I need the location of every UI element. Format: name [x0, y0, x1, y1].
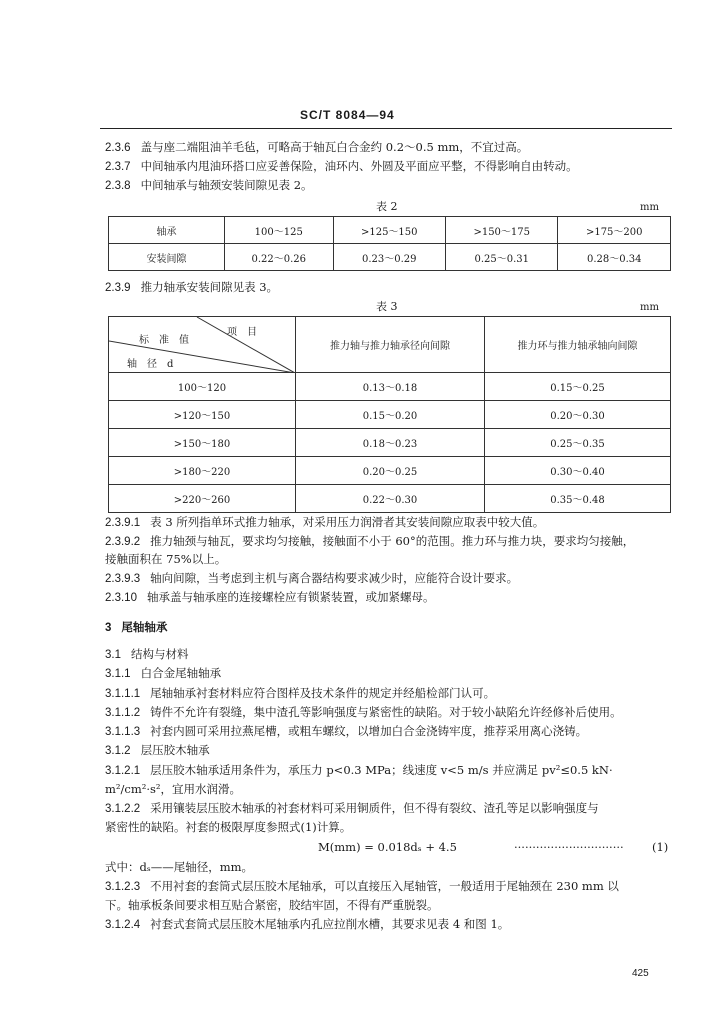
clause-line	[105, 647, 675, 663]
clause-number: 3.1.2.4	[105, 919, 141, 931]
table-cell: 0.13～0.18	[296, 373, 485, 401]
standard-code-header: SC/T 8084—94	[300, 108, 395, 122]
clause-text: 衬套内圆可采用拉燕尾槽，或粗车螺纹，以增加白合金浇铸牢度，推荐采用离心浇铸。	[150, 724, 588, 738]
clause-number: 2.3.9.2	[105, 536, 141, 548]
formula-text: M(mm) = 0.018dₛ + 4.5	[318, 840, 457, 854]
table-row	[109, 485, 671, 513]
clause-text: 下。轴承板条间要求相互贴合紧密，胶结牢固，不得有严重脱裂。	[105, 898, 439, 912]
clause-line	[105, 898, 675, 913]
clause-line	[105, 743, 675, 759]
clause-line	[105, 515, 675, 531]
clause-line	[105, 879, 675, 895]
clause-text: 白合金尾轴轴承	[140, 666, 222, 680]
diag-label-diameter: 轴 径 d	[127, 359, 174, 370]
table-cell: 0.15～0.25	[485, 373, 671, 401]
section-heading	[105, 620, 675, 636]
table-2	[108, 216, 671, 271]
clause-number: 2.3.10	[105, 592, 137, 604]
clause-text: m²/cm²·s²，宜用水润滑。	[105, 782, 242, 796]
table-3-caption: 表 3	[376, 300, 398, 313]
clause-text: 轴向间隙，当考虑到主机与离合器结构要求减少时，应能符合设计要求。	[150, 571, 519, 585]
clause-text: 层压胶木轴承适用条件为，承压力 p<0.3 MPa；线速度 v<5 m/s 并应满足 pv²≤0.5 kN·	[150, 763, 613, 777]
table-2-caption: 表 2	[376, 200, 398, 213]
clause-line	[105, 552, 675, 567]
clause-text: 接触面积在 75%以上。	[105, 552, 227, 566]
clause-text: 轴承盖与轴承座的连接螺栓应有锁紧装置，或加紧螺母。	[146, 590, 435, 604]
clause-text: 不用衬套的套筒式层压胶木尾轴承，可以直接压入尾轴管，一般适用于尾轴颈在 230 mm 以	[150, 879, 619, 893]
clause-text: 层压胶木轴承	[140, 743, 210, 757]
clause-text: 推力轴承安装间隙见表 3。	[140, 280, 279, 294]
clause-line	[105, 686, 675, 702]
clause-text: 推力轴颈与轴瓦，要求均匀接触，接触面不小于 60°的范围。推力环与推力块，要求均匀接触，	[150, 534, 635, 548]
column-header: 推力轴与推力轴承径向间隙	[296, 317, 485, 373]
table-cell: 100～125	[225, 217, 334, 244]
clause-line	[105, 724, 675, 740]
table-cell: 0.22～0.30	[296, 485, 485, 513]
clause-text: 尾轴轴承衬套材料应符合图样及技术条件的规定并经船检部门认可。	[150, 686, 496, 700]
section-title: 尾轴轴承	[121, 620, 168, 634]
diag-label-standard: 标 准 值	[139, 335, 189, 346]
clause-number: 3.1.2.1	[105, 765, 141, 777]
clause-line	[105, 666, 675, 682]
clause-text: 紧密性的缺陷。衬套的极限厚度参照式(1)计算。	[105, 820, 352, 834]
formula-number: (1)	[652, 840, 669, 854]
column-header: 推力环与推力轴承轴向间隙	[485, 317, 671, 373]
clause-text: 采用镶装层压胶木轴承的衬套材料可采用铜质件，但不得有裂纹、渣孔等足以影响强度与	[150, 801, 599, 815]
diag-label-item: 项 目	[227, 327, 257, 338]
clause-number: 3.1.2.2	[105, 803, 141, 815]
table-cell: 0.35～0.48	[485, 485, 671, 513]
clause-line	[105, 159, 675, 175]
header-rule	[100, 128, 672, 129]
table-3	[108, 316, 671, 513]
table-row	[109, 457, 671, 485]
table-3-unit: mm	[640, 302, 659, 313]
clause-number: 2.3.9.3	[105, 573, 141, 585]
table-row	[109, 244, 671, 271]
clause-line	[105, 534, 675, 550]
clause-number: 3.1.1.2	[105, 707, 141, 719]
table-cell: >150～175	[446, 217, 558, 244]
formula-line	[318, 840, 678, 855]
clause-line	[105, 801, 675, 817]
clause-text: 表 3 所列指单环式推力轴承，对采用压力润滑者其安装间隙应取表中较大值。	[150, 515, 545, 529]
clause-line	[105, 763, 675, 779]
clause-line	[105, 705, 675, 721]
clause-number: 2.3.7	[105, 161, 131, 173]
table-cell: 0.28～0.34	[558, 244, 671, 271]
table-cell: 0.25～0.35	[485, 429, 671, 457]
clause-line	[105, 782, 675, 797]
clause-number: 3.1.1.1	[105, 688, 141, 700]
page-number: 425	[632, 968, 649, 979]
clause-text: 结构与材料	[131, 647, 189, 661]
table-row	[109, 429, 671, 457]
section-number: 3	[105, 622, 112, 634]
table-cell: >120～150	[109, 401, 296, 429]
table-row	[109, 217, 671, 244]
table-cell: 0.30～0.40	[485, 457, 671, 485]
clause-text: 式中：dₛ——尾轴径，mm。	[105, 860, 254, 874]
table-cell: 轴承	[109, 217, 225, 244]
clause-line	[105, 820, 675, 835]
clause-line	[105, 571, 675, 587]
table-cell: 0.20～0.25	[296, 457, 485, 485]
table-cell: 0.23～0.29	[333, 244, 445, 271]
table-cell: 0.20～0.30	[485, 401, 671, 429]
diagonal-header-cell	[109, 317, 296, 373]
clause-number: 3.1.1	[105, 668, 131, 680]
clause-number: 3.1.2.3	[105, 881, 141, 893]
table-row	[109, 401, 671, 429]
table-2-unit: mm	[640, 202, 659, 213]
table-cell: 100～120	[109, 373, 296, 401]
clause-text: 铸件不允许有裂缝，集中渣孔等影响强度与紧密性的缺陷。对于较小缺陷允许经修补后使用。	[150, 705, 622, 719]
table-cell: 0.22～0.26	[225, 244, 334, 271]
table-header-row	[109, 317, 671, 373]
clause-number: 2.3.8	[105, 180, 131, 192]
clause-line	[105, 590, 675, 606]
clause-text: 盖与座二端阻油羊毛毡，可略高于轴瓦白合金约 0.2～0.5 mm，不宜过高。	[140, 140, 529, 154]
formula-dots: ······························	[514, 840, 624, 854]
table-cell: 安装间隙	[109, 244, 225, 271]
clause-line	[105, 140, 675, 156]
table-cell: >125～150	[333, 217, 445, 244]
clause-line	[105, 860, 675, 875]
clause-line	[105, 917, 675, 933]
clause-line	[105, 178, 675, 194]
clause-number: 2.3.6	[105, 142, 131, 154]
clause-number: 3.1	[105, 649, 121, 661]
clause-number: 2.3.9	[105, 282, 131, 294]
table-row	[109, 373, 671, 401]
table-cell: 0.15～0.20	[296, 401, 485, 429]
clause-text: 中间轴承内甩油环搭口应妥善保险，油环内、外圆及平面应平整，不得影响自由转动。	[140, 159, 578, 173]
clause-text: 衬套式套筒式层压胶木尾轴承内孔应拉削水槽，其要求见表 4 和图 1。	[150, 917, 510, 931]
clause-number: 2.3.9.1	[105, 517, 141, 529]
table-cell: 0.18～0.23	[296, 429, 485, 457]
clause-line	[105, 280, 675, 296]
table-cell: >175～200	[558, 217, 671, 244]
table-cell: >180～220	[109, 457, 296, 485]
table-cell: >150～180	[109, 429, 296, 457]
clause-text: 中间轴承与轴颈安装间隙见表 2。	[140, 178, 313, 192]
table-cell: >220～260	[109, 485, 296, 513]
table-cell: 0.25～0.31	[446, 244, 558, 271]
clause-number: 3.1.2	[105, 745, 131, 757]
clause-number: 3.1.1.3	[105, 726, 141, 738]
